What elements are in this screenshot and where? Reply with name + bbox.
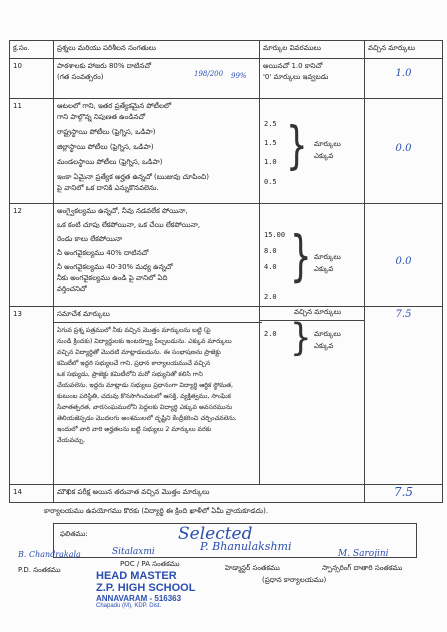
sponsor-label: స్పాన్సరింగ్ దాతారి సంతకము xyxy=(322,564,403,572)
table-row-14 xyxy=(10,485,443,503)
row-12-line-7: వర్తించనిచో xyxy=(57,285,87,293)
row-14-line-1: మౌఖిక పరీక్ష అయిన తరువాత వచ్చిన మొత్తం మార్కులు xyxy=(57,488,210,496)
row-11-score-2: 1.5 xyxy=(264,139,277,147)
school-stamp xyxy=(96,570,195,609)
row-13-heading: సమాచేశ మార్కులు xyxy=(57,310,110,318)
row-13-awarded-value: 7.5 xyxy=(395,309,412,320)
row-13-line-5: ఒక సభ్యుడు, ప్రాజెక్టు కమిటీలోని మరో సభ్యునితో కలిసి గాని xyxy=(57,371,203,378)
row-12-line-5: నీ అంగవైకల్యము 40-30% మధ్య ఉన్నచో xyxy=(57,263,173,271)
stamp-line-2: Z.P. HIGH SCHOOL xyxy=(96,582,196,594)
row-12-awarded-value: 0.0 xyxy=(395,256,412,267)
row-13-awarded xyxy=(365,307,443,485)
row-12-sno: 12 xyxy=(10,204,54,307)
row-12-score-2: 8.0 xyxy=(264,247,277,255)
row-11-line-1: ఆటలలో గాని, ఇతర ప్రత్యేకమైన పోటీలలో xyxy=(57,102,172,110)
row-12-awarded xyxy=(365,204,443,307)
row-13-line-9: తెలియజెప్పడం మొదలగు అంశములలో దృష్టిని కేంద్రీకరించి చర్చించవలెను. xyxy=(57,415,237,422)
row-11-line-3: రాష్ట్రస్థాయి పోటీలు (ఫ్రెగ్నిస, ఒడిపా) xyxy=(57,128,156,136)
row-12-note-2: ఎక్కువ xyxy=(314,265,334,273)
row-10-marks-line-2: '0' మార్కులు ఇవ్వబడు xyxy=(263,73,329,81)
table-row-12 xyxy=(10,204,443,307)
row-10-sno: 10 xyxy=(10,59,54,99)
row-13-note-1: మార్కులు xyxy=(314,330,341,338)
header-question: ప్రశ్నలు మరియు పరిశీలన సంగతులు xyxy=(54,41,260,59)
row-11-note-1: మార్కులు xyxy=(314,140,341,148)
row-12-marks xyxy=(260,204,365,307)
row-12-note-1: మార్కులు xyxy=(314,253,341,261)
row-14-question xyxy=(54,485,365,503)
row-13-line-3: వచ్చిన విద్యార్థితో మొదటి మాట్లాడబడును. ఈ సంభాషణను ప్రాజెక్టు xyxy=(57,349,221,356)
table-row-13 xyxy=(10,307,443,485)
row-12-line-3: రెండు కాలు లేకపోయినా xyxy=(57,235,123,243)
poc-signature: Sitalaxmi xyxy=(112,547,155,557)
row-11-awarded-value: 0.0 xyxy=(395,143,412,154)
row-11-score-3: 1.0 xyxy=(264,158,277,166)
row-12-question xyxy=(54,204,260,307)
evaluation-table xyxy=(9,40,443,503)
row-11-line-2: గాని పాల్గొన్న నిపుణత ఉండినచో xyxy=(57,113,146,121)
row-11-question xyxy=(54,99,260,204)
row-12-line-6: నీకు అంగవైకల్యము ఉండి పై వానిలో ఏది xyxy=(57,274,168,282)
header-marks-detail: మార్కుల వివరములు xyxy=(260,41,365,59)
row-13-note-2: ఎక్కువ xyxy=(314,342,334,350)
row-13-score: 2.0 xyxy=(264,330,277,338)
row-13-line-4: కమిటీలో ఇద్దరి సభ్యులచే గాని, ప్రధాన కార్యాలయముచే వచ్చిన xyxy=(57,360,211,367)
row-11-line-7: పై వానిలో ఒక దానికి ఎన్నుకొనవలెను. xyxy=(57,184,159,192)
row-12-score-4: 2.0 xyxy=(264,293,277,301)
pd-label: P.D. సంతకము xyxy=(18,566,61,574)
row-11-sno: 11 xyxy=(10,99,54,204)
poc-label: POC / PA సంతకము xyxy=(120,560,180,568)
row-10-marks xyxy=(260,59,365,99)
row-13-sno: 13 xyxy=(10,307,54,485)
hm-label: హెడ్మాస్టర్ సంతకము xyxy=(225,564,280,572)
pd-signature: B. Chandrakala xyxy=(18,550,81,559)
header-marks-awarded: వచ్చిన మార్కులు xyxy=(365,41,443,59)
row-12-line-2: ఒక కంటి చూపు లేకపోయినా, ఒక చేయి లేకపోయినా, xyxy=(57,221,201,229)
row-13-brace: } xyxy=(290,316,312,360)
row-11-awarded xyxy=(365,99,443,204)
row-14-awarded xyxy=(365,485,443,503)
table-row-10 xyxy=(10,59,443,99)
result-label: ఫలితము: xyxy=(60,530,88,538)
row-13-line-10: ఇందులో వారి వారి అర్హతలను బట్టి సభ్యులు 2 మార్కులు వరకు xyxy=(57,426,212,433)
row-10-question xyxy=(54,59,260,99)
row-11-score-4: 0.5 xyxy=(264,178,277,186)
row-10-awarded-value: 1.0 xyxy=(395,68,412,79)
row-13-line-2: నుండి క్రిందకు) విద్యార్థులకు ఇంటర్వ్యూ పిల్చబడును. ఎక్కువ మార్కులు xyxy=(57,338,232,345)
row-12-brace: } xyxy=(290,225,312,289)
row-10-awarded xyxy=(365,59,443,99)
row-14-sno: 14 xyxy=(10,485,54,503)
row-10-line-2: (గత సంవత్సరం) xyxy=(57,73,104,81)
row-12-line-4: నీ అంగవైకల్యము 40% దాటినచో xyxy=(57,249,149,257)
row-10-marks-line-1: అయినచో 1.0 కానిచో xyxy=(263,62,323,70)
row-12-score-3: 4.0 xyxy=(264,263,277,271)
hm-signature: P. Bhanulakshmi xyxy=(200,540,292,553)
result-value: Selected xyxy=(178,524,253,544)
stamp-line-4: Chapadu (M), KDP. Dist. xyxy=(96,603,162,609)
stamp-line-3: ANNAVARAM - 516363 xyxy=(96,594,182,603)
row-13-question xyxy=(54,307,260,485)
row-11-note-2: ఎక్కువ xyxy=(314,152,334,160)
row-14-awarded-value: 7.5 xyxy=(393,485,414,499)
row-13-line-7: కుటుంబ పరిస్థితి, చదువు కొనసాగించుటలో ఆసక్తి, వ్యక్తిత్వము, సాంఘిక xyxy=(57,393,231,400)
row-12-line-1: అంగ్వైకల్యము ఉన్నచో, నీవు నడవలేక పోయినా, xyxy=(57,207,188,215)
table-header xyxy=(10,41,443,59)
row-12-score-1: 15.00 xyxy=(264,231,286,239)
row-13-line-11: వేయవచ్చు. xyxy=(57,437,86,444)
row-13-marks xyxy=(260,307,365,485)
office-use-note: కార్యాలయము ఉపయోగము కొరకు (విద్యార్థి ఈ క్రింది ఖాళీలో ఏమీ వ్రాయకూడదు). xyxy=(44,507,269,515)
row-13-line-6: చేయవలెను. ఇద్దరు మాట్లాడు సభ్యులు ప్రధానంగా విద్యార్థి ఆర్థిక స్థోమత, xyxy=(57,382,234,389)
row-13-line-1: ఏగువ ప్రశ్న పత్రములో నీకు వచ్చిన మొత్తం మార్కులను బట్టి (పై xyxy=(57,327,211,334)
row-11-line-6: ఇంకా ఏమైనా ప్రత్యేక అర్హత ఉన్నచో (ఋజువు చూపించి) xyxy=(57,173,209,181)
hm-sublabel: (ప్రధాన కార్యాలయము) xyxy=(262,576,327,584)
row-10-percent: 99% xyxy=(231,72,247,80)
row-11-line-4: జిల్లాస్థాయి పోటీలు (ఫ్రెగ్నిస, ఒడిపా) xyxy=(57,143,154,151)
stamp-line-1: HEAD MASTER xyxy=(96,570,177,582)
header-sno: క్ర.సం. xyxy=(10,41,54,59)
row-13-line-8: సేవాతత్పరత, వారసంఘములోని పెద్దలకు విద్యార్థి ఎక్కువ అవసరమును xyxy=(57,404,233,411)
row-10-line-1: పాఠశాలకు హాజరు 80% దాటినచో xyxy=(57,62,152,70)
row-11-line-5: మండలస్థాయి పోటీలు (ఫ్రెగ్నిస, ఒడిపా) xyxy=(57,158,163,166)
row-10-fraction: 198/200 xyxy=(194,70,224,78)
row-11-marks xyxy=(260,99,365,204)
row-11-score-1: 2.5 xyxy=(264,120,277,128)
table-row-11 xyxy=(10,99,443,204)
row-13-got-label: వచ్చిన మార్కులు xyxy=(260,307,364,321)
row-11-brace: } xyxy=(286,116,308,176)
sponsor-signature: M. Sarojini xyxy=(338,549,389,559)
